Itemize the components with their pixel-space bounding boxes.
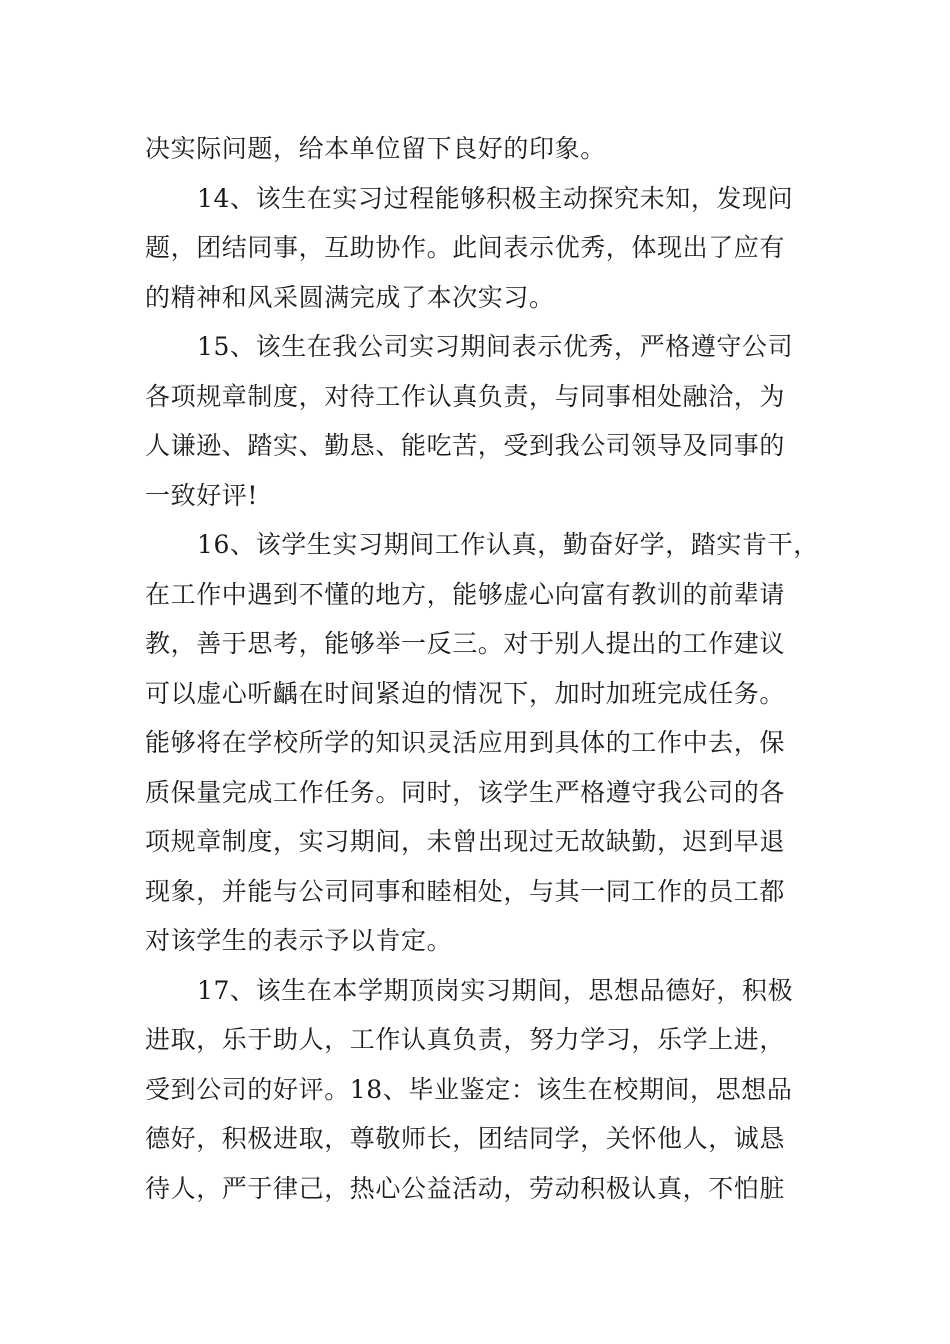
text-line: 一致好评! [145,480,259,510]
text-line: 可以虚心听齲在时间紧迫的情况下，加时加班完成任务。 [145,678,786,708]
text-line: 的精神和风采圆满完成了本次实习。 [145,282,555,312]
text-line: 能够将在学校所学的知识灵活应用到具体的工作中去，保 [145,728,786,757]
text-line: 在工作中遇到不懂的地方，能够虚心向富有教训的前辈请 [145,579,786,609]
text-line: 项规章制度，实习期间，未曾出现过无故缺勤，迟到早退 [145,827,786,856]
text-line: 15、该生在我公司实习期间表示优秀，严格遵守公司 [197,332,794,361]
text-line: 现象，并能与公司同事和睦相处，与其一同工作的员工都 [145,876,786,906]
text-line: 对该学生的表示予以肯定。 [145,926,453,955]
text-line: 受到公司的好评。18、毕业鉴定：该生在校期间，思想品 [145,1074,793,1104]
text-line: 进取，乐于助人，工作认真负责，努力学习，乐学上进， [145,1025,786,1054]
text-line: 16、该学生实习期间工作认真，勤奋好学，踏实肯干， [197,530,819,559]
text-line: 题，团结同事，互助协作。此间表示优秀，体现出了应有 [145,233,786,262]
text-line: 教，善于思考，能够举一反三。对于别人提出的工作建议 [145,629,786,658]
text-line: 质保量完成工作任务。同时，该学生严格遵守我公司的各 [145,777,786,807]
text-line: 各项规章制度，对待工作认真负责，与同事相处融洽，为 [145,381,786,411]
text-line: 人谦逊、踏实、勤恳、能吃苦，受到我公司领导及同事的 [145,431,786,460]
text-line: 德好，积极进取，尊敬师长，团结同学，关怀他人，诚恳 [145,1124,786,1153]
text-line: 17、该生在本学期顶岗实习期间，思想品德好，积极 [197,975,794,1005]
text-line: 14、该生在实习过程能够积极主动探究未知，发现问 [197,183,794,213]
text-line: 决实际问题，给本单位留下良好的印象。 [145,134,606,163]
document-body [145,124,819,1213]
text-line: 待人，严于律己，热心公益活动，劳动积极认真，不怕脏 [145,1173,786,1203]
